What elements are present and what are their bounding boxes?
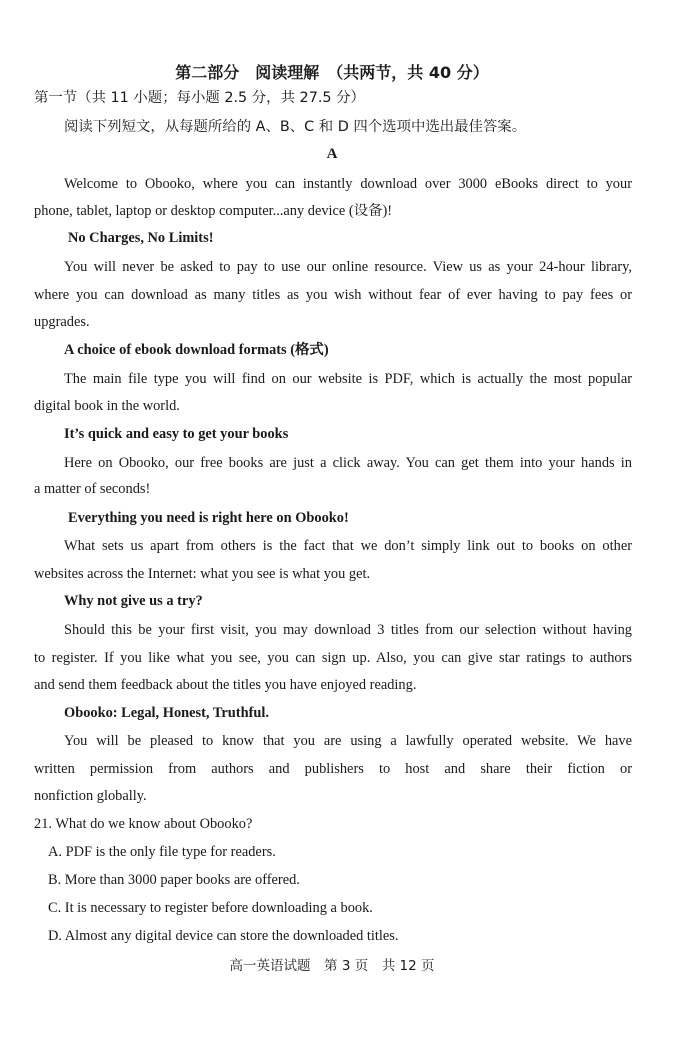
section-4-line-1: What sets us apart from others is the fact that we don’t simply link out to books on other	[64, 538, 632, 554]
section-heading-5: Why not give us a try?	[64, 593, 203, 609]
section-5-line-1: Should this be your first visit, you may download 3 titles from our selection without having	[64, 622, 632, 638]
section-5-line-3: and send them feedback about the titles you have enjoyed reading.	[34, 677, 417, 693]
section-6-line-2: written permission from authors and publishers to host and share their fiction or	[34, 761, 632, 777]
section-heading-3: It’s quick and easy to get your books	[64, 426, 289, 442]
option-a[interactable]: A. PDF is the only file type for readers.	[48, 844, 276, 860]
section-4-line-2: websites across the Internet: what you see is what you get.	[34, 566, 371, 582]
section-2-line-1: The main file type you will find on our website is PDF, which is actually the most popular	[64, 371, 632, 387]
section-2-line-2: digital book in the world.	[34, 398, 180, 414]
section-heading-6: Obooko: Legal, Honest, Truthful.	[64, 705, 269, 721]
section-5-line-2: to register. If you like what you see, you can sign up. Also, you can give star ratings to authors	[34, 650, 632, 666]
part-title: 第二部分 阅读理解 （共两节，共 40 分）	[175, 63, 489, 82]
section-3-line-1: Here on Obooko, our free books are just a click away. You can get them into your hands in	[64, 455, 632, 471]
instructions: 阅读下列短文，从每题所给的 A、B、C 和 D 四个选项中选出最佳答案。	[64, 119, 527, 135]
question-stem: 21. What do we know about Obooko?	[34, 816, 253, 832]
section-1-line-1: You will never be asked to pay to use our online resource. View us as your 24-hour library,	[64, 259, 632, 275]
section-heading: 第一节（共 11 小题；每小题 2.5 分，共 27.5 分）	[34, 90, 365, 106]
section-1-line-3: upgrades.	[34, 314, 90, 330]
section-6-line-1: You will be pleased to know that you are using a lawfully operated website. We have	[64, 733, 632, 749]
section-heading-1: No Charges, No Limits!	[68, 230, 214, 246]
intro-line-2: phone, tablet, laptop or desktop computer...any device (设备)!	[34, 203, 393, 219]
passage-label: A	[326, 146, 338, 162]
option-b[interactable]: B. More than 3000 paper books are offered.	[48, 872, 300, 888]
section-heading-4: Everything you need is right here on Obooko!	[68, 510, 349, 526]
page-footer: 高一英语试题 第 3 页 共 12 页	[229, 958, 435, 974]
intro-line-1: Welcome to Obooko, where you can instantly download over 3000 eBooks direct to your	[64, 176, 632, 192]
option-c[interactable]: C. It is necessary to register before downloading a book.	[48, 900, 373, 916]
section-6-line-3: nonfiction globally.	[34, 788, 147, 804]
option-d[interactable]: D. Almost any digital device can store the downloaded titles.	[48, 928, 399, 944]
section-3-line-2: a matter of seconds!	[34, 481, 151, 497]
section-heading-2: A choice of ebook download formats (格式)	[64, 342, 329, 358]
section-1-line-2: where you can download as many titles as you wish without fear of ever having to pay fees or	[34, 287, 632, 303]
